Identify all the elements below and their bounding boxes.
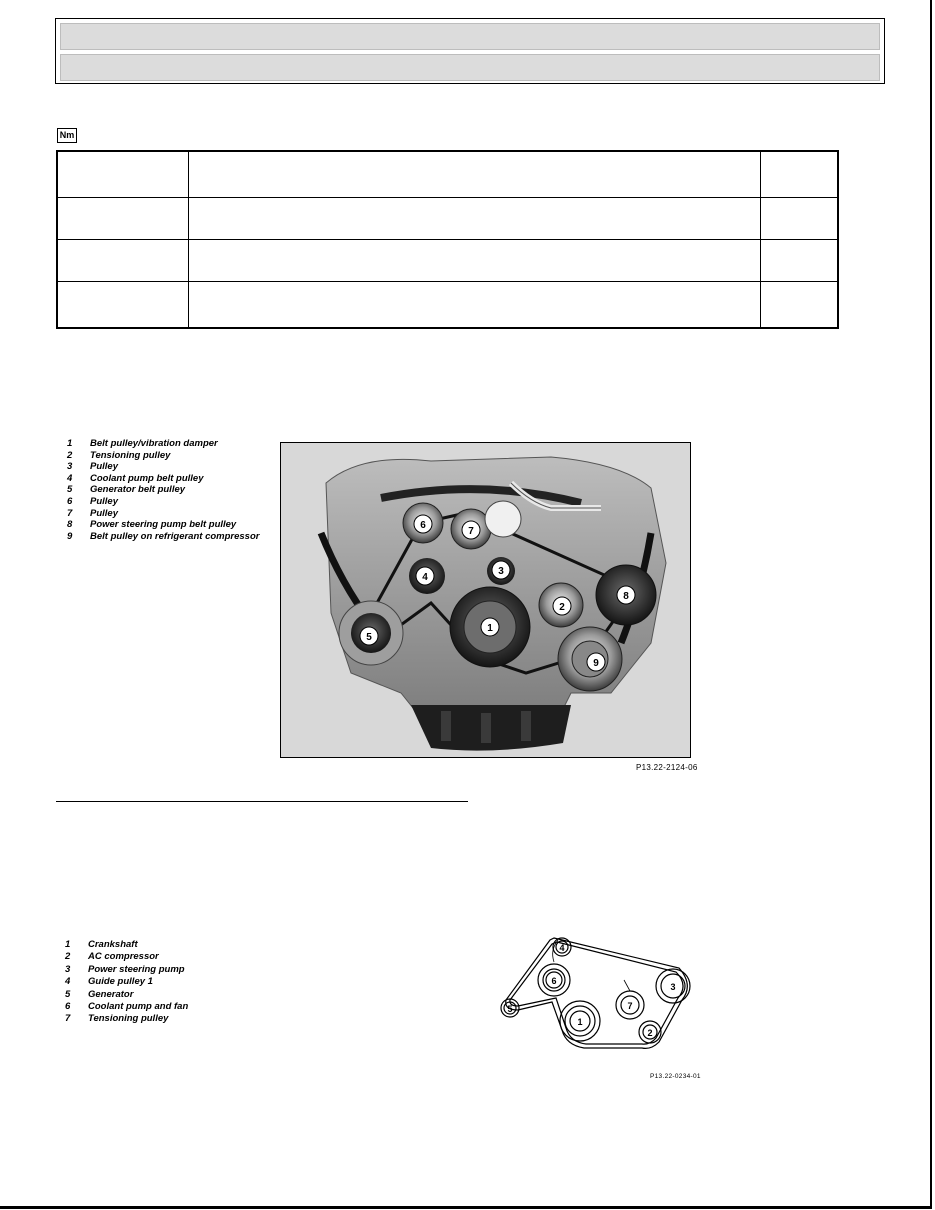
torque-table [56, 150, 839, 329]
legend-item: 5 Generator belt pulley [67, 484, 186, 496]
pulley-label-4: 4 [559, 943, 565, 953]
table-cell [189, 197, 761, 239]
legend-item: 7 Pulley [67, 507, 118, 519]
legend-item: 4 Guide pulley 1 [65, 976, 153, 988]
legend-item: 6 Pulley [67, 495, 118, 507]
callout-8: 8 [623, 591, 629, 602]
callout-9: 9 [593, 658, 599, 669]
legend-item: 4 Coolant pump belt pulley [67, 472, 204, 484]
engine-illustration [281, 443, 691, 758]
legend-item: 8 Power steering pump belt pulley [67, 519, 237, 531]
legend-item: 6 Coolant pump and fan [65, 1001, 189, 1013]
figure2-legend [65, 939, 188, 1026]
callout-6: 6 [420, 520, 426, 531]
callout-2: 2 [559, 602, 565, 613]
callout-4: 4 [422, 572, 428, 583]
pulley-label-5: 5 [507, 1004, 513, 1014]
table-cell [57, 151, 189, 197]
section-divider [56, 801, 468, 802]
engine-photo [280, 442, 691, 758]
legend-item: 1 Belt pulley/vibration damper [67, 438, 218, 449]
table-cell [761, 151, 839, 197]
figure2-caption: P13.22-0234-01 [650, 1073, 701, 1080]
table-row [57, 197, 838, 239]
callout-7: 7 [468, 526, 474, 537]
figure1-caption: P13.22-2124-06 [636, 763, 698, 772]
legend-item: 9 Belt pulley on refrigerant compressor [67, 530, 260, 542]
table-cell [189, 282, 761, 328]
document-header [55, 18, 885, 84]
legend-item: 3 Pulley [67, 461, 118, 473]
pulley-label-1: 1 [577, 1017, 583, 1027]
table-row [57, 282, 838, 328]
callout-3: 3 [498, 566, 504, 577]
table-cell [761, 239, 839, 281]
table-cell [761, 197, 839, 239]
legend-item: 1 Crankshaft [65, 939, 138, 950]
legend-item: 5 Generator [65, 988, 134, 1000]
header-title-bar [60, 23, 880, 50]
torque-nm-icon: Nm [57, 128, 77, 143]
callout-5: 5 [366, 632, 372, 643]
figure1-legend [67, 438, 259, 542]
table-cell [189, 151, 761, 197]
table-cell [57, 282, 189, 328]
legend-item: 2 AC compressor [65, 951, 159, 963]
table-cell [57, 197, 189, 239]
pulley-label-6: 6 [551, 976, 557, 986]
pulley-label-2: 2 [647, 1028, 653, 1038]
callout-1: 1 [487, 623, 493, 634]
legend-item: 3 Power steering pump [65, 963, 185, 975]
table-row [57, 151, 838, 197]
pulley-label-3: 3 [670, 982, 676, 992]
header-subtitle-bar [60, 54, 880, 81]
belt-routing-illustration [494, 930, 694, 1070]
pulley-label-7: 7 [627, 1001, 633, 1011]
table-cell [189, 239, 761, 281]
table-cell [57, 239, 189, 281]
belt-routing-diagram [494, 930, 694, 1070]
legend-item: 2 Tensioning pulley [67, 449, 171, 461]
table-cell [761, 282, 839, 328]
table-row [57, 239, 838, 281]
legend-item: 7 Tensioning pulley [65, 1013, 169, 1025]
